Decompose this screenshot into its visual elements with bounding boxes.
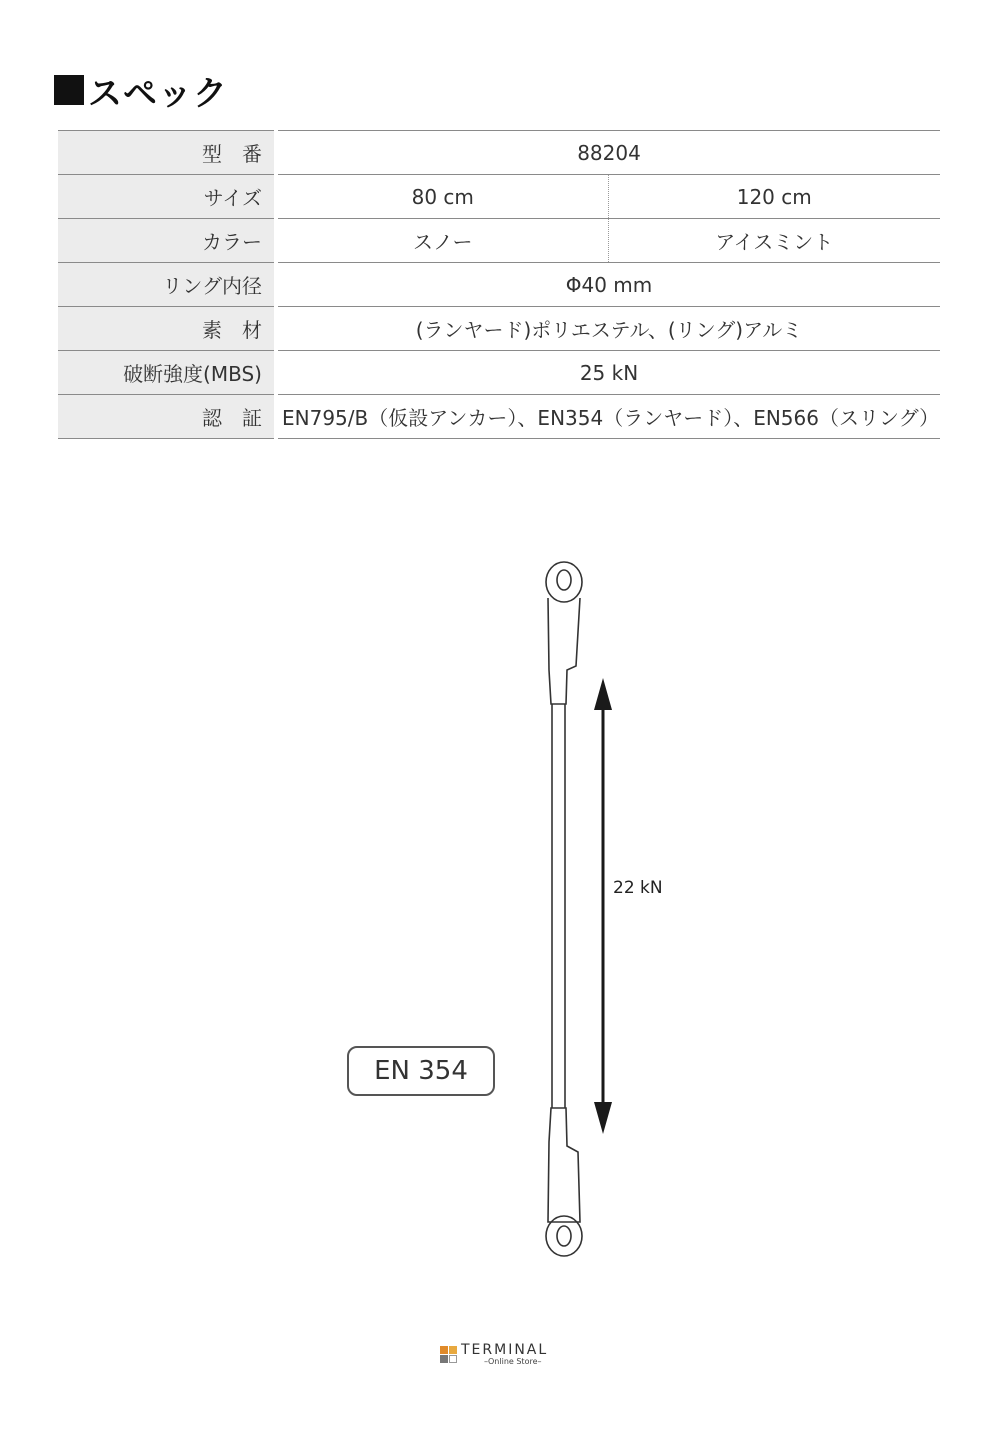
terminal-logo (440, 1344, 570, 1368)
logo-brand: TERMINAL (461, 1342, 549, 1358)
bottom-sewn-end (548, 1108, 580, 1222)
force-label: 22 kN (613, 878, 663, 898)
spec-heading-text: スペック (88, 73, 228, 114)
strength-value: 25 kN (276, 351, 940, 395)
top-ring (546, 562, 582, 602)
ring-value: Φ40 mm (276, 263, 940, 307)
logo-subtitle: –Online Store– (484, 1357, 542, 1366)
material-label: 素 材 (58, 307, 276, 351)
arrow-down-icon (594, 1102, 612, 1134)
standard-badge: EN 354 (347, 1046, 495, 1096)
color-value-snow: スノー (276, 219, 608, 263)
color-label: カラー (58, 219, 276, 263)
model-value: 88204 (276, 131, 940, 175)
lanyard-illustration (546, 562, 582, 1256)
top-ring-hole (557, 570, 571, 590)
strength-label: 破断強度(MBS) (58, 351, 276, 395)
arrow-up-icon (594, 678, 612, 710)
model-label: 型 番 (58, 131, 276, 175)
top-sewn-end (548, 598, 580, 704)
size-value-120: 120 cm (608, 175, 940, 219)
color-value-icemint: アイスミント (608, 219, 940, 263)
cert-value: EN795/B（仮設アンカー）、EN354（ランヤード）、EN566（スリング） (276, 395, 940, 439)
size-label: サイズ (58, 175, 276, 219)
logo-tiles-icon (440, 1346, 458, 1364)
ring-label: リング内径 (58, 263, 276, 307)
material-value: (ランヤード)ポリエステル、(リング)アルミ (276, 307, 940, 351)
bottom-ring-hole (557, 1226, 571, 1246)
size-value-80: 80 cm (276, 175, 608, 219)
cert-label: 認 証 (58, 395, 276, 439)
